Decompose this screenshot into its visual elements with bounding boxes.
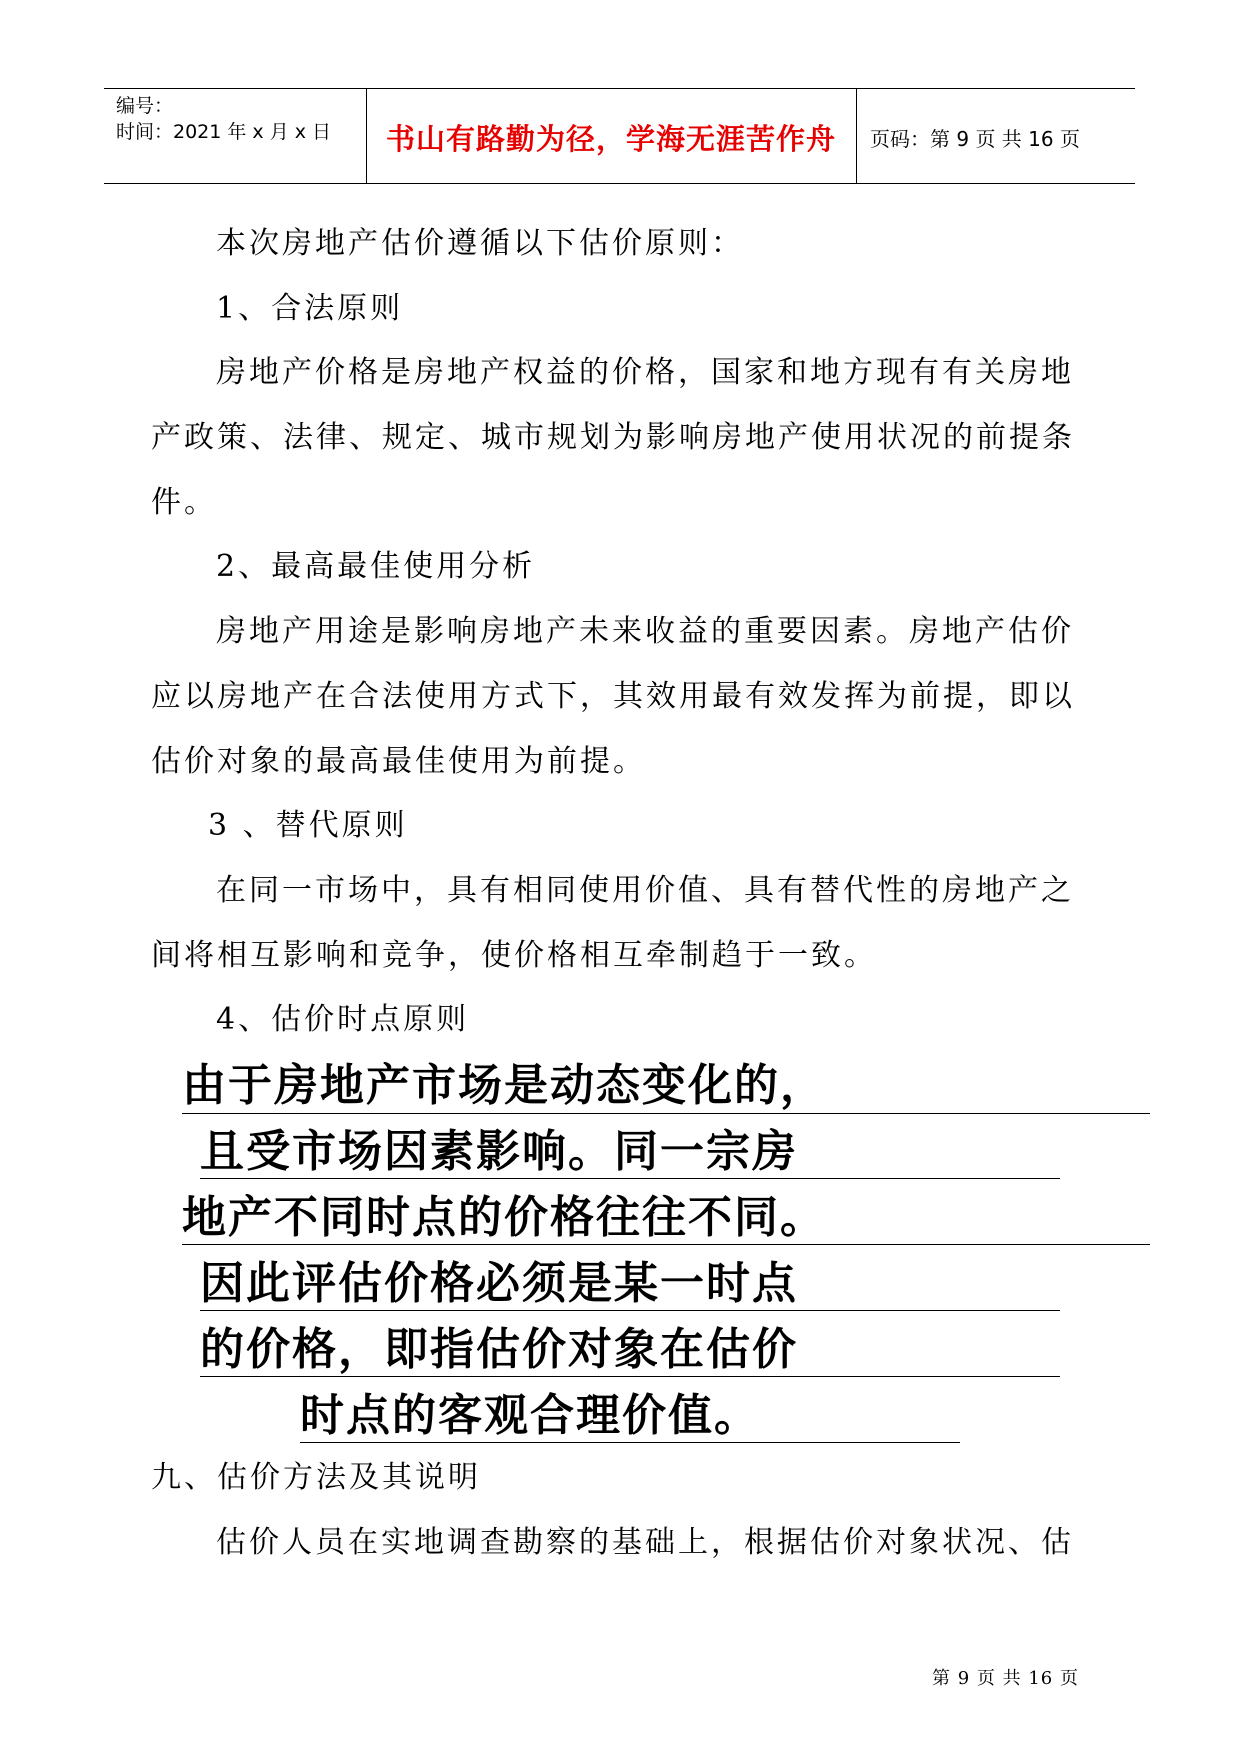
body-line: 估价人员在实地调查勘察的基础上，根据估价对象状况、估: [216, 1525, 1074, 1560]
header-page-cell: [856, 89, 1135, 183]
time-label: 时间：2021 年 x 月 x 日: [116, 121, 332, 143]
section-heading-time-point: 4、估价时点原则: [216, 1002, 470, 1037]
body-line: 房地产用途是影响房地产未来收益的重要因素。房地产估价: [216, 614, 1074, 649]
section-heading-methods: 九、估价方法及其说明: [151, 1460, 481, 1495]
underline: [182, 1113, 1150, 1114]
underline: [200, 1310, 1060, 1311]
header-page-number: 页码：第 9 页 共 16 页: [870, 127, 1080, 151]
intro-line: 本次房地产估价遵循以下估价原则：: [216, 226, 744, 261]
section-heading-best-use: 2、最高最佳使用分析: [216, 549, 536, 584]
underline: [182, 1244, 1150, 1245]
body-line: 应以房地产在合法使用方式下，其效用最有效发挥为前提，即以: [151, 679, 1075, 714]
footer-page-number: 第 9 页 共 16 页: [932, 1668, 1079, 1689]
underline: [200, 1178, 1060, 1179]
large-text-line: 由于房地产市场是动态变化的，: [182, 1060, 826, 1111]
serial-number-label: 编号：: [116, 95, 174, 117]
body-line: 产政策、法律、规定、城市规划为影响房地产使用状况的前提条: [151, 420, 1075, 455]
large-text-line: 的价格，即指估价对象在估价: [200, 1324, 798, 1375]
page-header: [104, 88, 1135, 184]
body-line: 房地产价格是房地产权益的价格，国家和地方现有有关房地: [216, 355, 1074, 390]
large-text-line: 时点的客观合理价值。: [300, 1390, 760, 1441]
large-text-line: 且受市场因素影响。同一宗房: [200, 1126, 798, 1177]
underline: [300, 1442, 960, 1443]
underline: [200, 1376, 1060, 1377]
large-text-line: 因此评估价格必须是某一时点: [200, 1258, 798, 1309]
section-heading-legal: 1、合法原则: [216, 291, 404, 326]
header-motto-cell: [366, 89, 857, 183]
body-line: 件。: [151, 485, 217, 520]
large-text-line: 地产不同时点的价格往往不同。: [182, 1192, 826, 1243]
header-info-cell: [104, 89, 367, 183]
body-line: 估价对象的最高最佳使用为前提。: [151, 744, 646, 779]
section-heading-substitution: 3 、替代原则: [208, 808, 408, 843]
body-line: 在同一市场中，具有相同使用价值、具有替代性的房地产之: [216, 873, 1074, 908]
body-line: 间将相互影响和竞争，使价格相互牵制趋于一致。: [151, 938, 877, 973]
motto-text: 书山有路勤为径，学海无涯苦作舟: [385, 122, 836, 156]
